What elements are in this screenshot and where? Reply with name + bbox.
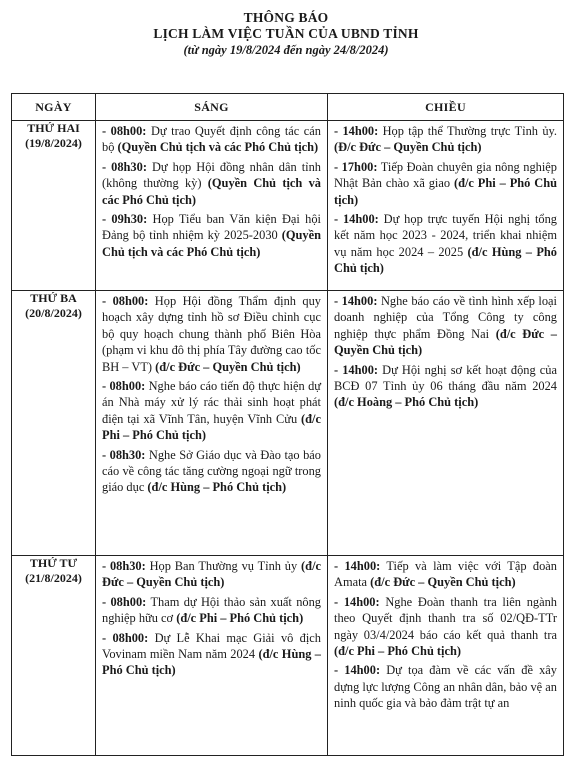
item-time: - 08h00: — [102, 294, 149, 308]
item-time: - 14h00: — [334, 212, 379, 227]
item-text: Họp tập thể Thường trực Tỉnh ủy. — [378, 124, 558, 138]
schedule-table — [11, 93, 564, 756]
day-cell — [12, 121, 96, 291]
item-text: Dự họp Hội đồng nhân dân tỉnh (không thường kỳ) — [102, 159, 321, 191]
document-header — [0, 0, 572, 58]
item-attendee: (đ/c Đức – Quyền Chủ tịch) — [155, 359, 301, 374]
item-time: - 08h00: — [102, 630, 149, 645]
schedule-item — [102, 378, 321, 444]
afternoon-cell — [328, 121, 564, 291]
item-text: Dự họp trực tuyến Hội nghị tổng kết năm học 2023 - 2024, triển khai nhiệm vụ năm học 2024 – 2025 — [334, 212, 558, 259]
morning-cell — [96, 556, 328, 756]
item-attendee: (đ/c Đức – Quyền Chủ tịch) — [334, 326, 557, 358]
day-name: THỨ HAI — [27, 121, 80, 135]
item-text: Tiếp và làm việc với Tập đoàn Amata — [334, 559, 557, 590]
item-text: Họp Ban Thường vụ Tỉnh ủy — [145, 559, 302, 573]
schedule-item — [334, 594, 557, 660]
table-row — [12, 556, 564, 756]
schedule-item — [102, 447, 321, 496]
schedule-item — [102, 293, 321, 375]
header-morning: SÁNG — [96, 94, 328, 121]
item-time: - 08h00: — [102, 124, 147, 138]
item-text: Dự Lễ Khai mạc Giải vô địch Vovinam miền Nam năm 2024 — [102, 630, 321, 662]
item-time: - 08h00: — [102, 594, 147, 609]
afternoon-cell — [328, 556, 564, 756]
schedule-title: LỊCH LÀM VIỆC TUẦN CỦA UBND TỈNH — [153, 26, 419, 41]
item-attendee: (Đ/c Đức – Quyền Chủ tịch) — [334, 140, 482, 155]
item-text: Dự Hội nghị sơ kết hoạt động của BCĐ 07 Tỉnh ủy 06 tháng đầu năm 2024 — [334, 362, 557, 394]
schedule-item — [334, 558, 557, 591]
table-row — [12, 291, 564, 556]
afternoon-cell — [328, 291, 564, 556]
item-time: - 08h30: — [102, 447, 146, 462]
item-text: Tiếp Đoàn chuyên gia nông nghiệp Nhật Bản chào xã giao — [334, 159, 557, 191]
item-time: - 08h30: — [102, 159, 147, 174]
item-text: Nghe báo cáo về tình hình xếp loại doanh nghiệp của Tổng Công ty công nghiệp thực phẩm Đồng Nai — [334, 294, 557, 341]
item-time: - 17h00: — [334, 159, 378, 174]
item-time: - 14h00: — [334, 559, 381, 573]
item-time: - 14h00: — [334, 663, 381, 678]
item-text: Họp Tiểu ban Văn kiện Đại hội Đảng bộ tỉnh nhiệm kỳ 2025-2030 — [102, 212, 321, 243]
header-day: NGÀY — [12, 94, 96, 121]
day-name: THỨ TƯ — [29, 556, 78, 570]
table-header-row — [12, 94, 564, 121]
table-row — [12, 121, 564, 291]
morning-cell — [96, 291, 328, 556]
schedule-item — [334, 362, 557, 411]
schedule-item — [102, 123, 321, 156]
item-text: Dự tọa đàm về các vấn đề xây dựng lực lượng Công an nhân dân, bảo vệ an ninh quốc gia và bảo đảm trật tự an — [334, 663, 557, 711]
day-date: (20/8/2024) — [25, 306, 82, 320]
schedule-item — [102, 630, 321, 679]
item-attendee: (Quyền Chủ tịch và các Phó Chủ tịch) — [102, 176, 321, 207]
notice-title: THÔNG BÁO — [243, 10, 329, 25]
schedule-item — [334, 211, 557, 277]
day-name: THỨ BA — [30, 291, 77, 305]
item-attendee: (đ/c Đức – Quyền Chủ tịch) — [102, 559, 322, 590]
schedule-item — [102, 159, 321, 208]
schedule-item — [334, 123, 557, 156]
item-attendee: (đ/c Phi – Phó Chủ tịch) — [176, 611, 304, 626]
item-time: - 09h30: — [102, 212, 148, 227]
morning-cell — [96, 121, 328, 291]
item-attendee: (đ/c Phi – Phó Chủ tịch) — [102, 411, 321, 443]
day-cell — [12, 556, 96, 756]
schedule-item — [102, 558, 321, 591]
item-time: - 14h00: — [334, 124, 379, 138]
item-time: - 08h00: — [102, 379, 146, 394]
item-attendee: (đ/c Hùng – Phó Chủ tịch) — [102, 647, 322, 678]
day-date: (21/8/2024) — [25, 571, 82, 585]
item-text: Họp Hội đồng Thẩm định quy hoạch xây dựng tỉnh hồ sơ Điều chỉnh cục bộ quy hoạch chung thành phố Biên Hòa (phạm vi khu đô thị phía Tây đường cao tốc BH – VT) — [102, 294, 321, 374]
item-attendee: (Quyền Chủ tịch và các Phó Chủ tịch) — [102, 228, 321, 259]
schedule-item — [334, 159, 557, 208]
schedule-item — [334, 293, 557, 359]
item-text: Dự trao Quyết định công tác cán bộ — [102, 124, 321, 155]
schedule-item — [102, 211, 321, 260]
header-afternoon: CHIỀU — [328, 94, 564, 121]
item-time: - 14h00: — [334, 362, 379, 377]
item-text: Nghe Sở Giáo dục và Đào tạo báo cáo về công tác tăng cường ngoại ngữ trong giáo dục — [102, 447, 321, 495]
day-cell — [12, 291, 96, 556]
item-attendee: (đ/c Phi – Phó Chủ tịch) — [334, 176, 557, 207]
schedule-item — [102, 594, 321, 627]
item-text: Nghe báo cáo tiến độ thực hiện dự án Nhà máy xử lý rác thải sinh hoạt phát điện tại xã Vĩnh Tân, huyện Vĩnh Cửu — [102, 379, 321, 426]
item-time: - 14h00: — [334, 294, 378, 308]
item-text: Nghe Đoàn thanh tra liên ngành theo Quyết định thanh tra số 02/QĐ-TTr ngày 03/4/2024 báo cáo kết quả thanh tra — [334, 594, 557, 642]
item-attendee: (đ/c Hoàng – Phó Chủ tịch) — [334, 395, 479, 410]
item-attendee: (đ/c Phi – Phó Chủ tịch) — [334, 644, 462, 659]
item-attendee: (Quyền Chủ tịch và các Phó Chủ tịch) — [117, 140, 319, 155]
item-attendee: (đ/c Hùng – Phó Chủ tịch) — [334, 244, 557, 276]
day-date: (19/8/2024) — [25, 136, 82, 150]
item-text: Tham dự Hội thảo sản xuất nông nghiệp hữu cơ — [102, 594, 321, 626]
schedule-period: (từ ngày 19/8/2024 đến ngày 24/8/2024) — [183, 43, 389, 57]
item-attendee: (đ/c Hùng – Phó Chủ tịch) — [147, 480, 287, 495]
item-time: - 08h30: — [102, 559, 146, 573]
schedule-item — [334, 662, 557, 711]
item-attendee: (đ/c Đức – Quyền Chủ tịch) — [370, 575, 516, 590]
item-time: - 14h00: — [334, 594, 380, 609]
